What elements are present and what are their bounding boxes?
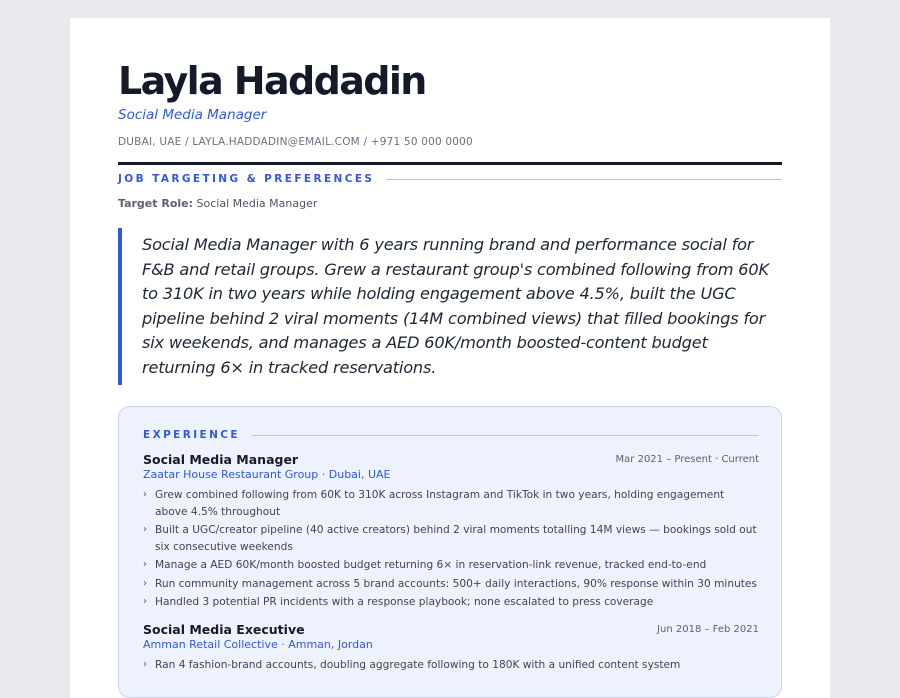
experience-panel [118, 406, 782, 698]
job-dates: Jun 2018 – Feb 2021 [657, 624, 759, 635]
targeting-section-title: JOB TARGETING & PREFERENCES [118, 173, 375, 185]
bullet-text: Built a UGC/creator pipeline (40 active creators) behind 2 viral moments totalling 14M views — bookings sold out six consecutive weekends [155, 524, 757, 553]
bullet-chevron-icon: › [143, 524, 147, 535]
bullet-item [143, 576, 759, 593]
section-divider [252, 435, 759, 436]
bullet-text: Handled 3 potential PR incidents with a response playbook; none escalated to press coverage [155, 596, 654, 608]
bullet-text: Manage a AED 60K/month boosted budget returning 6× in reservation-link revenue, tracked end-to-end [155, 559, 707, 571]
job-bullets [143, 657, 759, 676]
experience-section-title: EXPERIENCE [143, 429, 240, 441]
experience-section-header [143, 428, 759, 442]
candidate-name: Layla Haddadin [118, 59, 426, 103]
bullet-chevron-icon: › [143, 489, 147, 500]
contact-line: DUBAI, UAE / LAYLA.HADDADIN@EMAIL.COM / +971 50 000 0000 [118, 136, 473, 148]
bullet-item [143, 522, 759, 555]
job-company: Zaatar House Restaurant Group · Dubai, UAE [143, 468, 391, 481]
job-dates: Mar 2021 – Present · Current [615, 454, 759, 465]
bullet-item [143, 557, 759, 574]
target-role [118, 197, 317, 210]
bullet-text: Grew combined following from 60K to 310K across Instagram and TikTok in two years, holding engagement above 4.5% throughout [155, 489, 725, 518]
job-title: Social Media Manager [143, 452, 299, 467]
summary-text: Social Media Manager with 6 years running brand and performance social for F&B and retail groups. Grew a restaurant group's combined following from 60K to 310K in two years while holding engagement above 4.5%, built the UGC pipeline behind 2 viral moments (14M combined views) that filled bookings for six weekends, and manages a AED 60K/month boosted-content budget returning 6× in tracked reservations. [142, 235, 769, 377]
bullet-text: Run community management across 5 brand accounts: 500+ daily interactions, 90% response within 30 minutes [155, 577, 757, 590]
bullet-item [143, 594, 759, 611]
resume-page [70, 18, 830, 698]
job-title: Social Media Executive [143, 622, 305, 637]
targeting-section-header [118, 172, 782, 186]
bullet-chevron-icon: › [143, 659, 147, 670]
bullet-chevron-icon: › [143, 577, 147, 589]
bullet-chevron-icon: › [143, 559, 147, 570]
bullet-item [143, 487, 759, 520]
bullet-item [143, 657, 759, 674]
job-bullets [143, 487, 759, 613]
section-divider [386, 179, 782, 180]
summary-accent-bar [118, 228, 122, 385]
target-role-value: Social Media Manager [196, 197, 318, 210]
target-role-label: Target Role: [118, 197, 194, 210]
candidate-role: Social Media Manager [118, 107, 267, 123]
bullet-text: Ran 4 fashion-brand accounts, doubling aggregate following to 180K with a unified content system [155, 659, 681, 671]
header-divider [118, 162, 782, 165]
bullet-chevron-icon: › [143, 596, 147, 607]
job-company: Amman Retail Collective · Amman, Jordan [143, 638, 373, 651]
summary-block [118, 228, 782, 385]
